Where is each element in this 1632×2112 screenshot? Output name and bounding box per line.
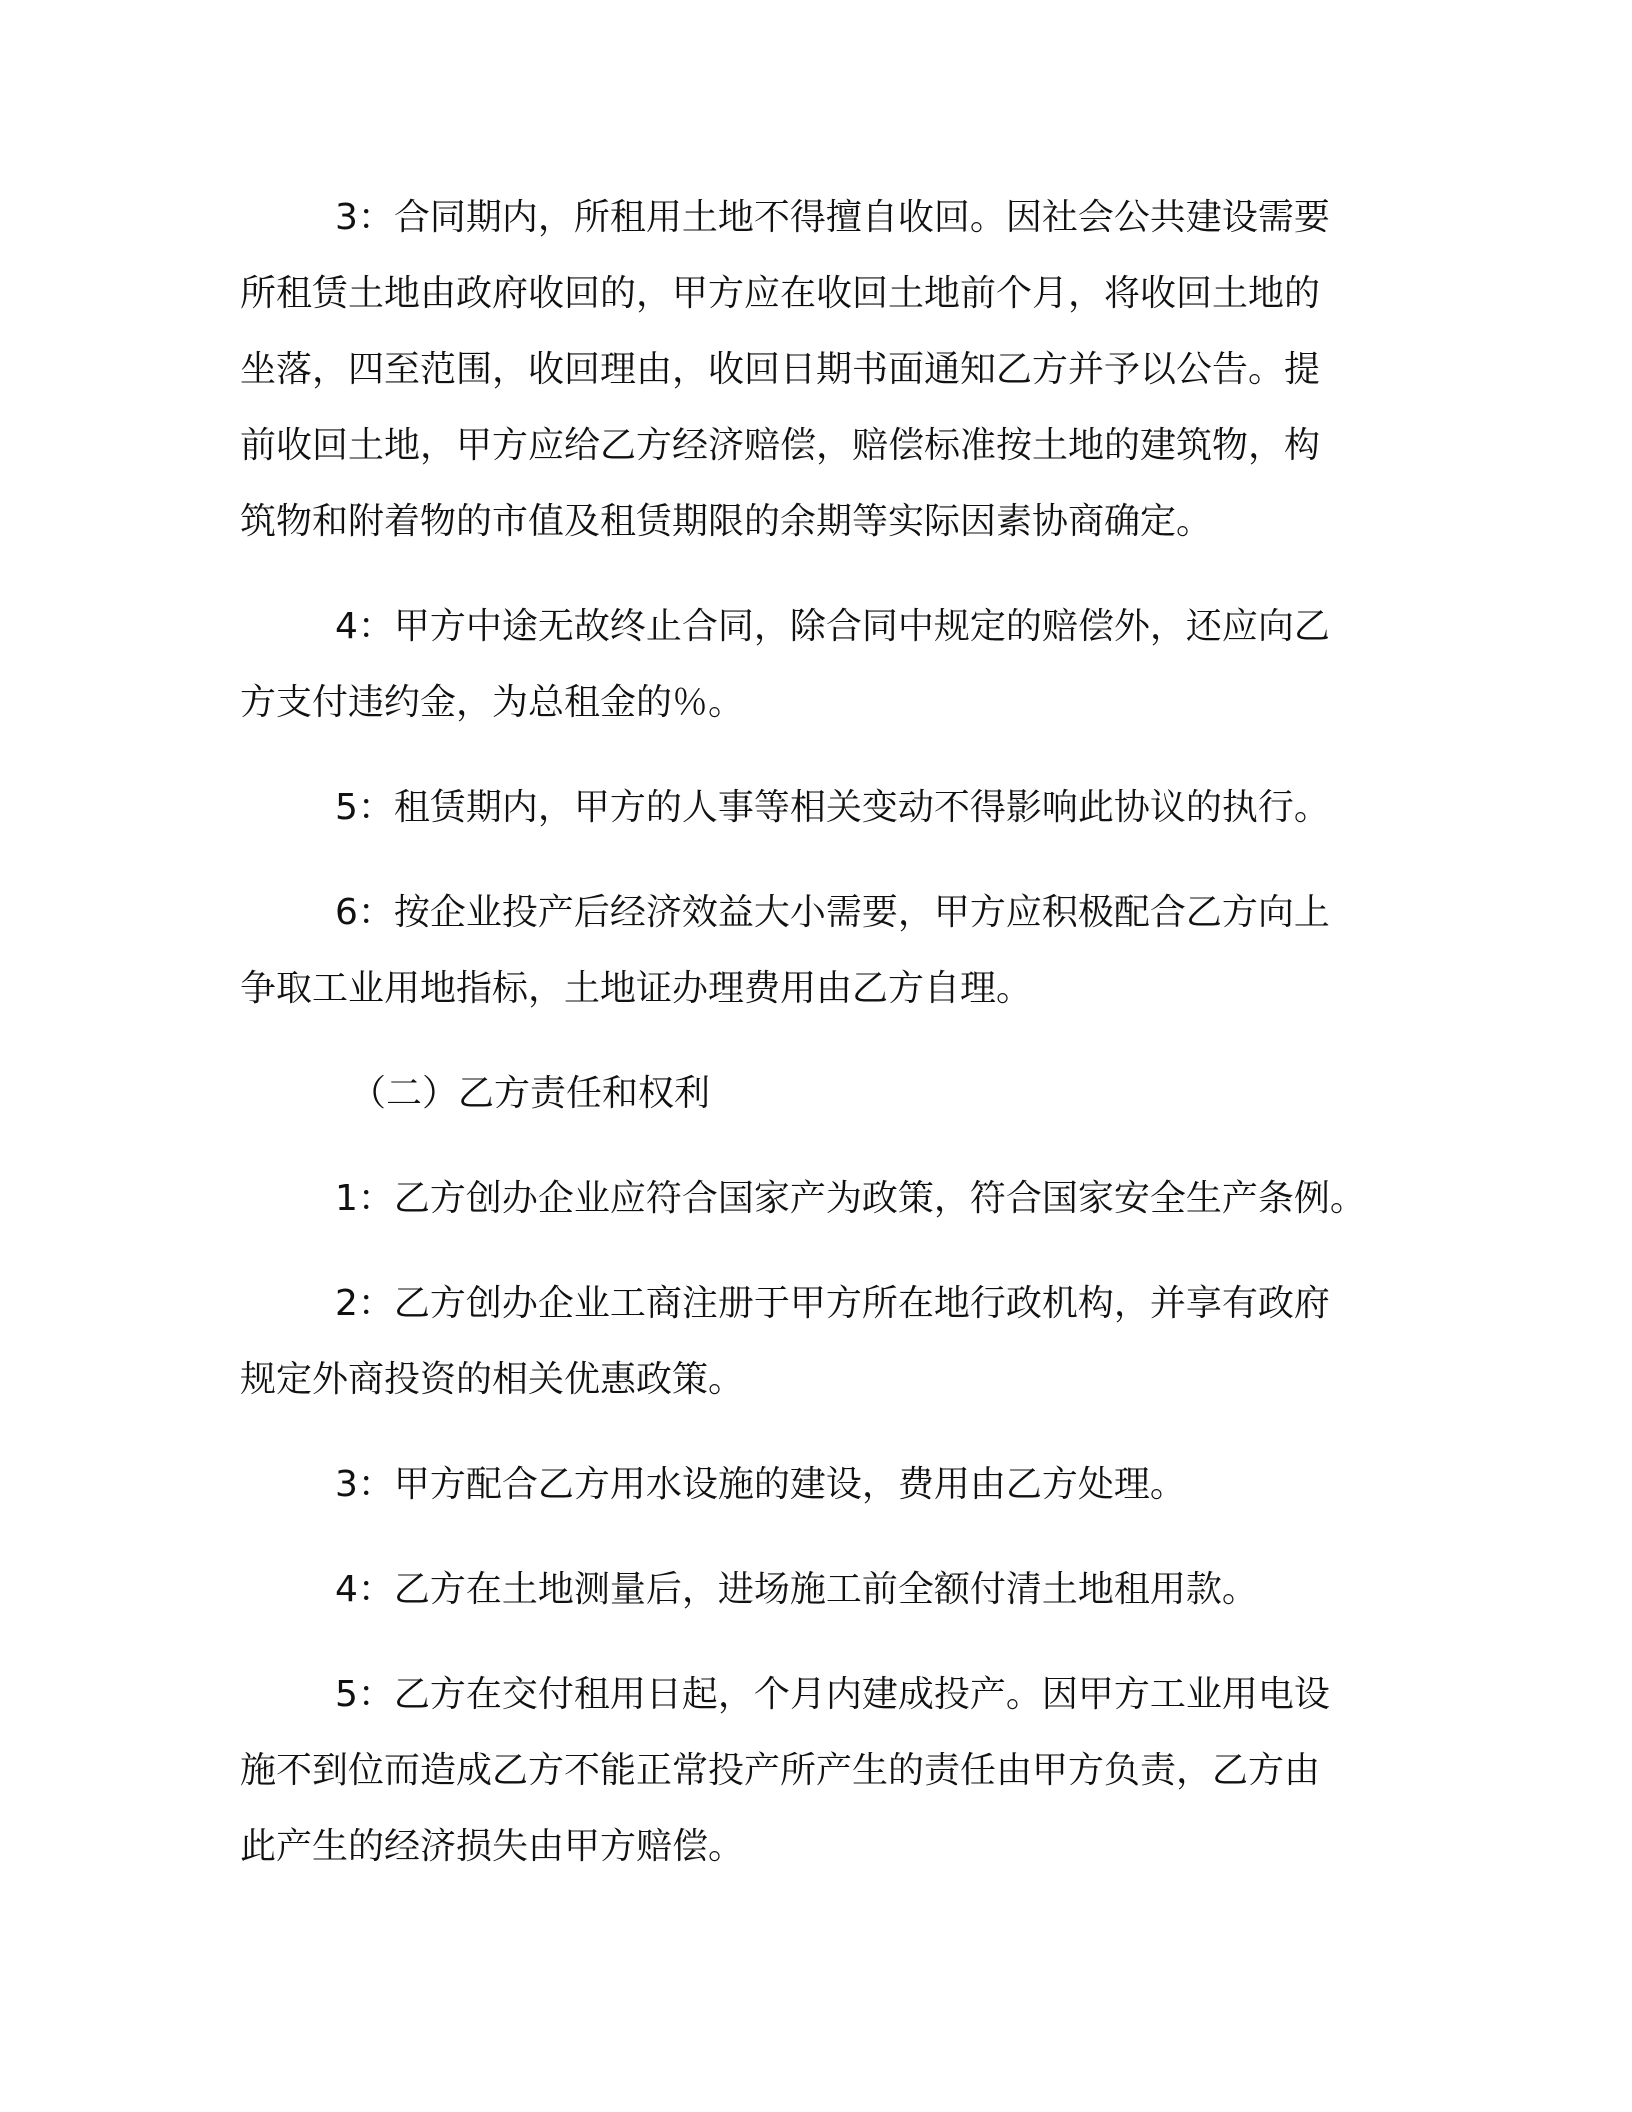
text-line: 坐落，四至范围，收回理由，收回日期书面通知乙方并予以公告。提 [240, 349, 1321, 390]
text-line: 4：甲方中途无故终止合同，除合同中规定的赔偿外，还应向乙 [335, 606, 1330, 647]
text-line: 6：按企业投产后经济效益大小需要，甲方应积极配合乙方向上 [335, 892, 1330, 933]
text-line: 5：租赁期内，甲方的人事等相关变动不得影响此协议的执行。 [335, 787, 1330, 828]
text-line: 方支付违约金，为总租金的％。 [240, 682, 745, 723]
text-line: 4：乙方在土地测量后，进场施工前全额付清土地租用款。 [335, 1569, 1258, 1610]
text-line: 施不到位而造成乙方不能正常投产所产生的责任由甲方负责，乙方由 [240, 1750, 1321, 1791]
text-line: 5：乙方在交付租用日起，个月内建成投产。因甲方工业用电设 [335, 1674, 1330, 1715]
text-line: 1：乙方创办企业应符合国家产为政策，符合国家安全生产条例。 [335, 1178, 1366, 1219]
text-line: 规定外商投资的相关优惠政策。 [240, 1359, 745, 1400]
text-line: 3：合同期内，所租用土地不得擅自收回。因社会公共建设需要 [335, 197, 1330, 238]
text-line: 此产生的经济损失由甲方赔偿。 [240, 1826, 745, 1867]
text-line: 筑物和附着物的市值及租赁期限的余期等实际因素协商确定。 [240, 501, 1213, 542]
text-line: 所租赁土地由政府收回的，甲方应在收回土地前个月，将收回土地的 [240, 273, 1321, 314]
section-heading: （二）乙方责任和权利 [350, 1073, 711, 1114]
text-line: 3：甲方配合乙方用水设施的建设，费用由乙方处理。 [335, 1464, 1186, 1505]
text-line: 前收回土地，甲方应给乙方经济赔偿，赔偿标准按土地的建筑物，构 [240, 425, 1321, 466]
text-line: 2：乙方创办企业工商注册于甲方所在地行政机构，并享有政府 [335, 1283, 1330, 1324]
text-line: 争取工业用地指标，土地证办理费用由乙方自理。 [240, 968, 1033, 1009]
